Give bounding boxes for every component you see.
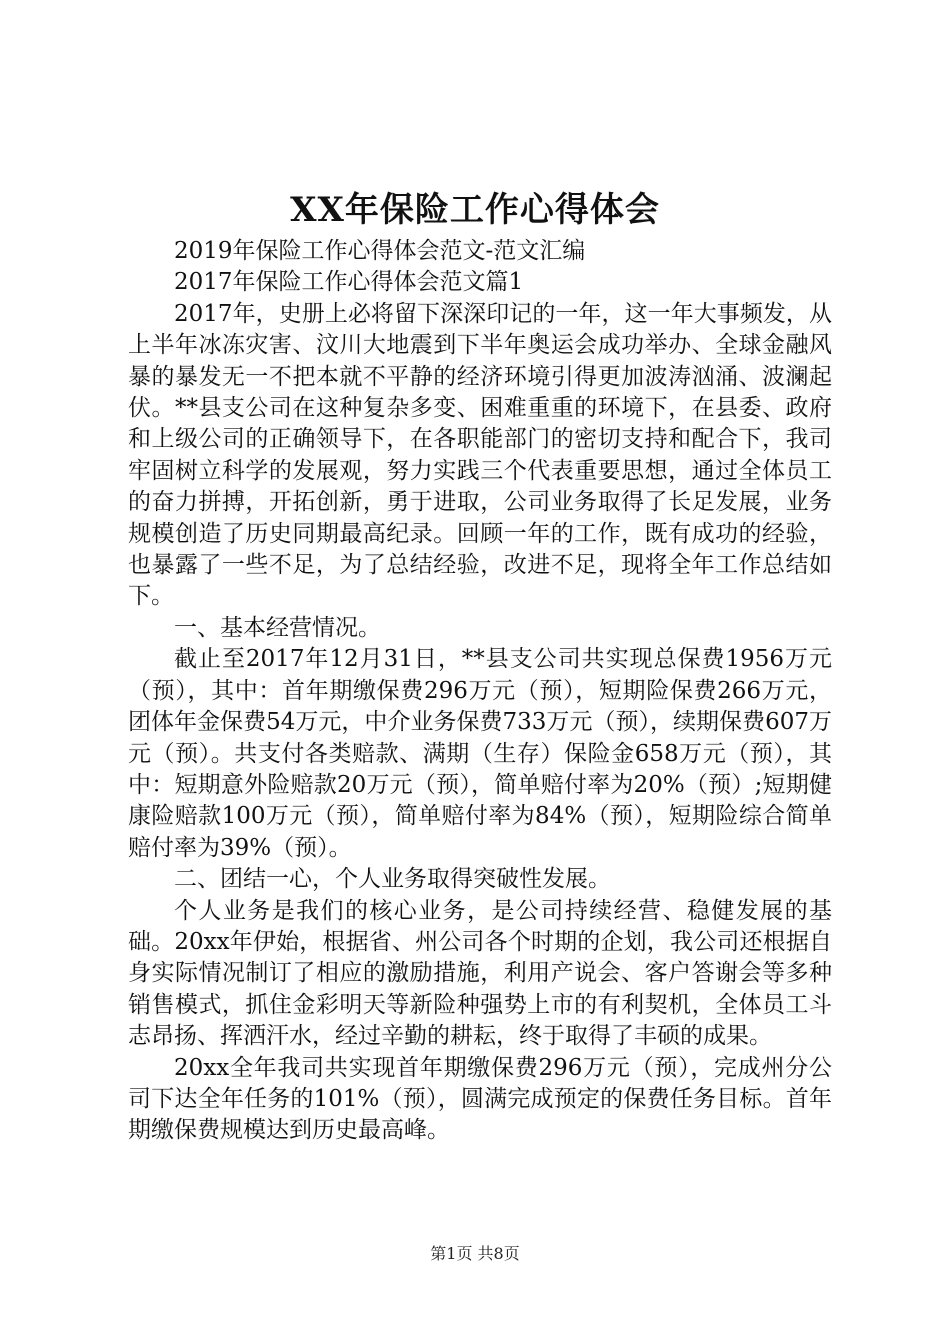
paragraph-intro: 2017年，史册上必将留下深深印记的一年，这一年大事频发，从上半年冰冻灾害、汶川大地震到下半年奥运会成功举办、全球金融风暴的暴发无一不把本就不平静的经济环境引得更加波涛汹涌、波澜起伏。**县支公司在这种复杂多变、困难重重的环境下，在县委、政府和上级公司的正确领导下，在各职能部门的密切支持和配合下，我司牢固树立科学的发展观，努力实践三个代表重要思想，通过全体员工的奋力拼搏，开拓创新，勇于进取，公司业务取得了长足发展，业务规模创造了历史同期最高纪录。回顾一年的工作，既有成功的经验，也暴露了一些不足，为了总结经验，改进不足，现将全年工作总结如下。 bbox=[128, 300, 832, 610]
page-indicator: 第1页 共8页 bbox=[430, 1244, 520, 1263]
heading-basic-operations: 一、基本经营情况。 bbox=[174, 614, 381, 641]
paragraph-subtitle: 2019年保险工作心得体会范文-范文汇编 bbox=[174, 238, 586, 264]
heading-individual-business: 二、团结一心，个人业务取得突破性发展。 bbox=[174, 866, 611, 893]
paragraph-operations-figures: 截止至2017年12月31日，**县支公司共实现总保费1956万元（预），其中：首年期缴保费296万元（预），短期险保费266万元，团体年金保费54万元，中介业务保费733万元（预），续期保费607万元（预）。共支付各类赔款、满期（生存）保险金658万元（预），其中：短期意外险赔款20万元（预），简单赔付率为20%（预）;短期健康险赔款100万元（预），简单赔付率为84%（预），短期险综合简单赔付率为39%（预）。 bbox=[128, 646, 832, 861]
document-title: XX年保险工作心得体会 bbox=[290, 190, 660, 230]
paragraph-section-heading: 2017年保险工作心得体会范文篇1 bbox=[174, 269, 524, 296]
document-body bbox=[128, 236, 832, 1147]
paragraph-individual-business: 个人业务是我们的核心业务，是公司持续经营、稳健发展的基础。20xx年伊始，根据省、州公司各个时期的企划，我公司还根据自身实际情况制订了相应的激励措施，利用产说会、客户答谢会等多种销售模式，抓住金彩明天等新险种强势上市的有利契机，全体员工斗志昂扬、挥洒汗水，经过辛勤的耕耘，终于取得了丰硕的成果。 bbox=[128, 897, 832, 1050]
paragraph-annual-premium: 20xx全年我司共实现首年期缴保费296万元（预），完成州分公司下达全年任务的101%（预），圆满完成预定的保费任务目标。首年期缴保费规模达到历史最高峰。 bbox=[128, 1054, 832, 1144]
